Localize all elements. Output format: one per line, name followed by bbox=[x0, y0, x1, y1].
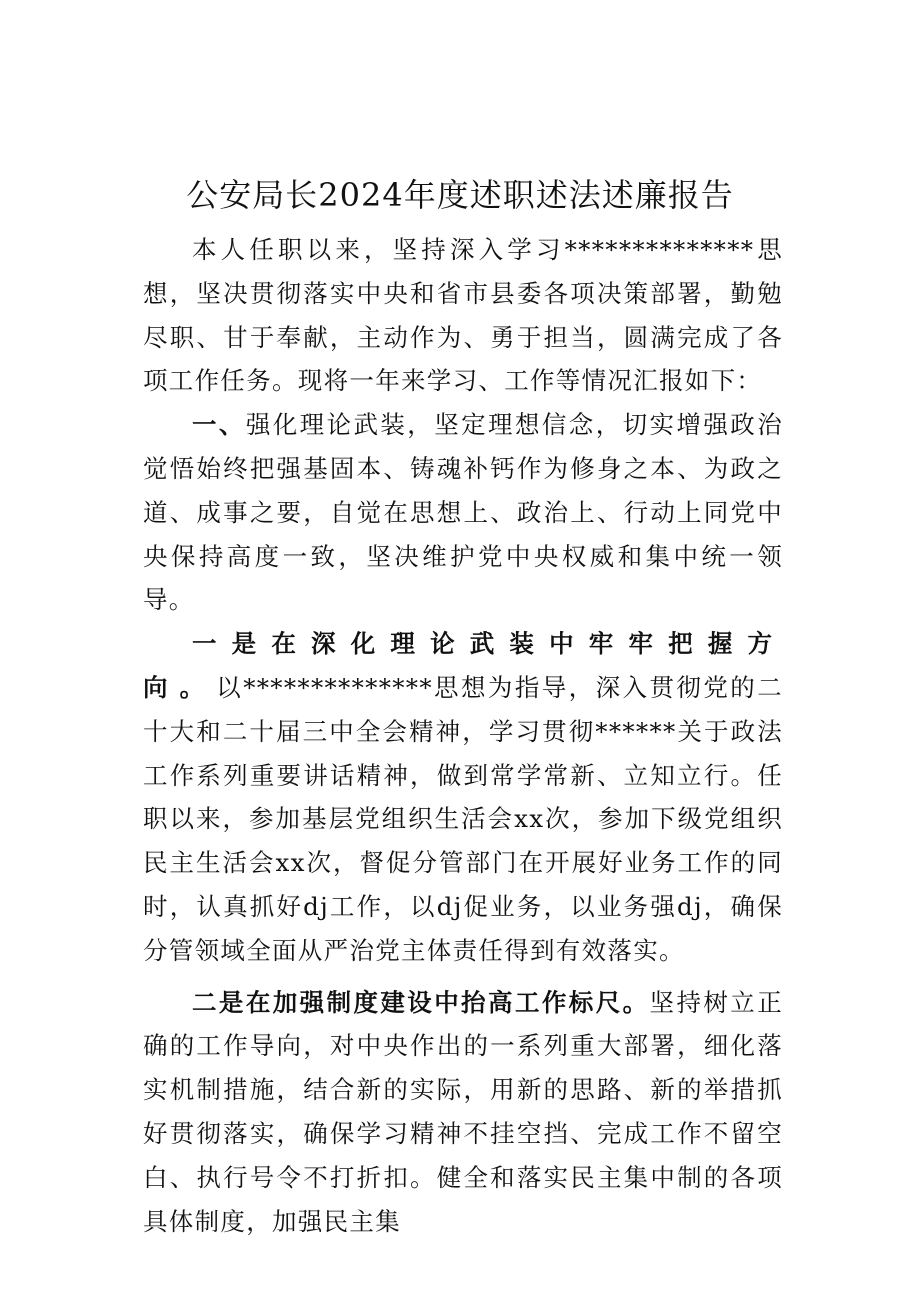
document-title: 公安局长2024年度述职述法述廉报告 bbox=[186, 176, 734, 215]
paragraph-lead: 一是在深化理论武装中牢牢把握方向。 bbox=[143, 629, 783, 702]
paragraph-intro bbox=[143, 228, 783, 403]
paragraph-lead: 二是在加强制度建设中抬高工作标尺。 bbox=[192, 987, 650, 1017]
document-body bbox=[143, 228, 783, 1243]
paragraph-point-one bbox=[143, 622, 783, 972]
section-number: 一、 bbox=[192, 410, 246, 440]
paragraph-text: 本人任职以来，坚持深入学习**************思想，坚决贯彻落实中央和省市县委各项决策部署，勤勉尽职、甘于奉献，主动作为、勇于担当，圆满完成了各项工作任务。现将一年来学习、工作等情况汇报如下： bbox=[143, 235, 783, 396]
paragraph-text: 以**************思想为指导，深入贯彻党的二十大和二十届三中全会精神，学习贯彻******关于政法工作系列重要讲话精神，做到常学常新、立知立行。任职以来，参加基层党组织生活会xx次，参加下级党组织民主生活会xx次，督促分管部门在开展好业务工作的同时，认真抓好dj工作，以dj促业务，以业务强dj，确保分管领域全面从严治党主体责任得到有效落实。 bbox=[143, 672, 783, 965]
paragraph-section-one bbox=[143, 403, 783, 622]
paragraph-point-two bbox=[143, 981, 783, 1244]
paragraph-text: 强化理论武装，坚定理想信念，切实增强政治觉悟始终把强基固本、铸魂补钙作为修身之本、为政之道、成事之要，自觉在思想上、政治上、行动上同党中央保持高度一致，坚决维护党中央权威和集中统一领导。 bbox=[143, 410, 783, 615]
paragraph-text: 坚持树立正确的工作导向，对中央作出的一系列重大部署，细化落实机制措施，结合新的实际，用新的思路、新的举措抓好贯彻落实，确保学习精神不挂空挡、完成工作不留空白、执行号令不打折扣。健全和落实民主集中制的各项具体制度，加强民主集 bbox=[143, 987, 784, 1236]
